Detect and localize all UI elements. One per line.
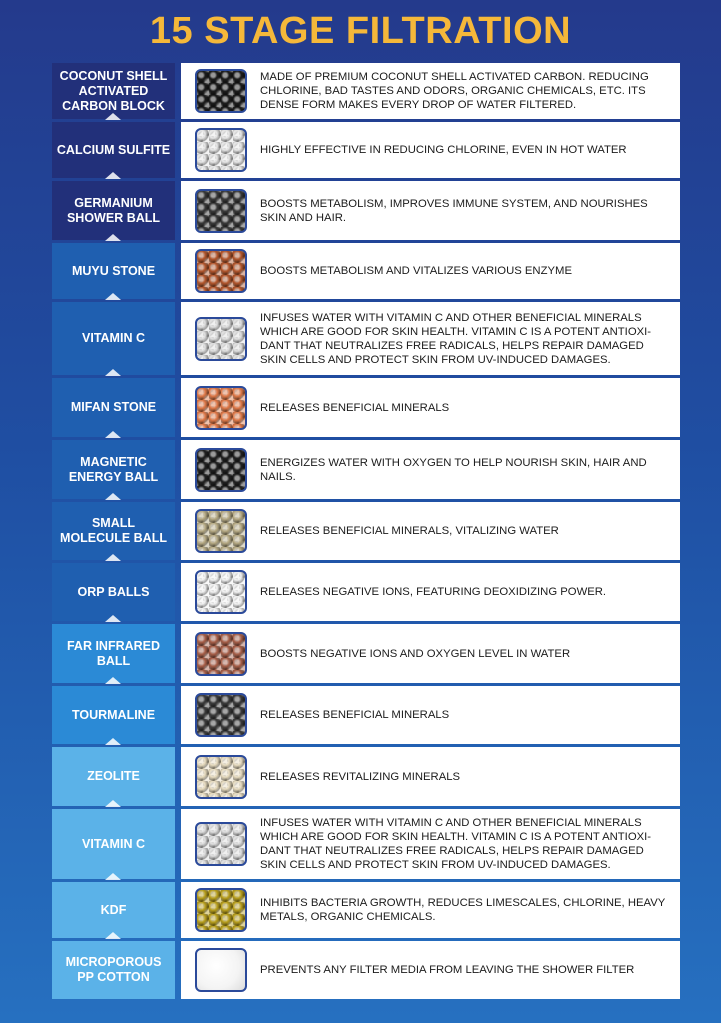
white-bead-icon	[195, 317, 247, 361]
stage-arrow-icon	[105, 554, 121, 561]
stage-row	[52, 624, 680, 683]
cotton-icon	[195, 948, 247, 992]
stage-row	[52, 243, 680, 299]
stage-description-box	[181, 302, 680, 375]
orange-ball-icon	[195, 386, 247, 430]
stage-label: VITAMIN C	[52, 809, 175, 879]
stage-description-box	[181, 243, 680, 299]
stage-description: RELEASES REVITALIZING MINERALS	[260, 770, 461, 783]
stage-arrow-icon	[105, 234, 121, 241]
stage-label: TOURMALINE	[52, 686, 175, 744]
stage-label: CALCIUM SULFITE	[52, 122, 175, 178]
stage-row	[52, 63, 680, 119]
stage-arrow-icon	[105, 800, 121, 807]
stage-row	[52, 941, 680, 999]
stage-description: RELEASES BENEFICIAL MINERALS	[260, 709, 450, 721]
stage-arrow-icon	[105, 293, 121, 300]
stage-arrow-icon	[105, 369, 121, 376]
black-ball-icon	[195, 448, 247, 492]
stage-arrow-icon	[105, 873, 121, 880]
stage-description: RELEASES BENEFICIAL MINERALS	[260, 401, 450, 414]
stage-description: BOOSTS METABOLISM AND VITALIZES VARIOUS ENZYME	[260, 265, 572, 277]
stage-label: SMALL MOLECULE BALL	[52, 502, 175, 560]
stage-label: GERMANIUM SHOWER BALL	[52, 181, 175, 240]
stage-description-box	[181, 686, 680, 744]
stage-description: RELEASES NEGATIVE IONS, FEATURING DEOXIDIZING POWER.	[260, 586, 607, 598]
stage-label: MAGNETIC ENERGY BALL	[52, 440, 175, 499]
stage-row	[52, 882, 680, 938]
stage-label: MICROPOROUS PP COTTON	[52, 941, 175, 999]
stage-description-box	[181, 941, 680, 999]
stage-label: KDF	[52, 882, 175, 938]
stage-description: BOOSTS METABOLISM, IMPROVES IMMUNE SYSTEM, AND NOURISHES SKIN AND HAIR.	[260, 197, 648, 224]
brown-ball-icon	[195, 632, 247, 676]
dark-ball-icon	[195, 189, 247, 233]
stage-arrow-icon	[105, 738, 121, 745]
stage-description: HIGHLY EFFECTIVE IN REDUCING CHLORINE, EVEN IN HOT WATER	[260, 144, 627, 156]
stage-description-box	[181, 440, 680, 499]
stage-label: ORP BALLS	[52, 563, 175, 621]
stage-row	[52, 378, 680, 437]
stage-description-box	[181, 747, 680, 806]
stage-label: COCONUT SHELL ACTIVATED CARBON BLOCK	[52, 63, 175, 119]
stage-description-box	[181, 122, 680, 178]
kdf-granules-icon	[195, 888, 247, 932]
carbon-granules-icon	[195, 69, 247, 113]
stage-label: ZEOLITE	[52, 747, 175, 806]
stage-row	[52, 686, 680, 744]
cream-ball-icon	[195, 755, 247, 799]
stage-description: RELEASES BENEFICIAL MINERALS, VITALIZING WATER	[260, 525, 559, 537]
stage-row	[52, 563, 680, 621]
stage-arrow-icon	[105, 493, 121, 500]
stage-description: INFUSES WATER WITH VITAMIN C AND OTHER BENEFICIAL MINERALS WHICH ARE GOOD FOR SKIN HEALTH. VITAMIN C IS A POTENT ANTIOXI-DANT THAT NEUTRALIZES FREE RADICALS, HELPS REPAIR DAMAGED SKIN CELLS AND PROTECT SKIN FROM UV-INDUCED DAMAGES.	[260, 817, 652, 871]
stage-description-box	[181, 181, 680, 240]
stage-description: INHIBITS BACTERIA GROWTH, REDUCES LIMESCALES, CHLORINE, HEAVY METALS, ORGANIC CHEMICALS.	[260, 897, 666, 923]
stage-row	[52, 302, 680, 375]
stage-description-box	[181, 63, 680, 119]
stage-arrow-icon	[105, 615, 121, 622]
stage-row	[52, 809, 680, 879]
stage-arrow-icon	[105, 172, 121, 179]
beige-ball-icon	[195, 509, 247, 553]
stage-row	[52, 122, 680, 178]
stage-row	[52, 440, 680, 499]
white-ball-icon	[195, 570, 247, 614]
stage-arrow-icon	[105, 113, 121, 120]
tourmaline-granules-icon	[195, 693, 247, 737]
white-bead-icon	[195, 822, 247, 866]
stage-description: INFUSES WATER WITH VITAMIN C AND OTHER BENEFICIAL MINERALS WHICH ARE GOOD FOR SKIN HEALTH. VITAMIN C IS A POTENT ANTIOXI-DANT THAT NEUTRALIZES FREE RADICALS, HELPS REPAIR DAMAGED SKIN CELLS AND PROTECT SKIN FROM UV-INDUCED DAMAGES.	[260, 311, 652, 366]
stage-label: MUYU STONE	[52, 243, 175, 299]
stage-description: PREVENTS ANY FILTER MEDIA FROM LEAVING THE SHOWER FILTER	[260, 964, 635, 976]
stage-arrow-icon	[105, 677, 121, 684]
stage-description: BOOSTS NEGATIVE IONS AND OXYGEN LEVEL IN WATER	[260, 647, 571, 660]
white-ball-icon	[195, 128, 247, 172]
stage-arrow-icon	[105, 932, 121, 939]
stage-row	[52, 181, 680, 240]
stage-description-box	[181, 563, 680, 621]
stage-description-box	[181, 502, 680, 560]
page-title: 15 STAGE FILTRATION	[149, 10, 572, 52]
stage-description-box	[181, 882, 680, 938]
stage-label: FAR INFRARED BALL	[52, 624, 175, 683]
stage-row	[52, 747, 680, 806]
stage-description: ENERGIZES WATER WITH OXYGEN TO HELP NOURISH SKIN, HAIR AND NAILS.	[260, 456, 647, 483]
stage-description: MADE OF PREMIUM COCONUT SHELL ACTIVATED CARBON. REDUCING CHLORINE, BAD TASTES AND ODORS, ORGANIC CHEMICALS, ETC. ITS DENSE FORM MAKES EVERY DROP OF WATER FILTERED.	[260, 71, 649, 111]
brown-ball-icon	[195, 249, 247, 293]
stage-label: VITAMIN C	[52, 302, 175, 375]
stage-row	[52, 502, 680, 560]
stage-arrow-icon	[105, 431, 121, 438]
stage-description-box	[181, 378, 680, 437]
stage-label: MIFAN STONE	[52, 378, 175, 437]
stage-description-box	[181, 624, 680, 683]
stage-description-box	[181, 809, 680, 879]
